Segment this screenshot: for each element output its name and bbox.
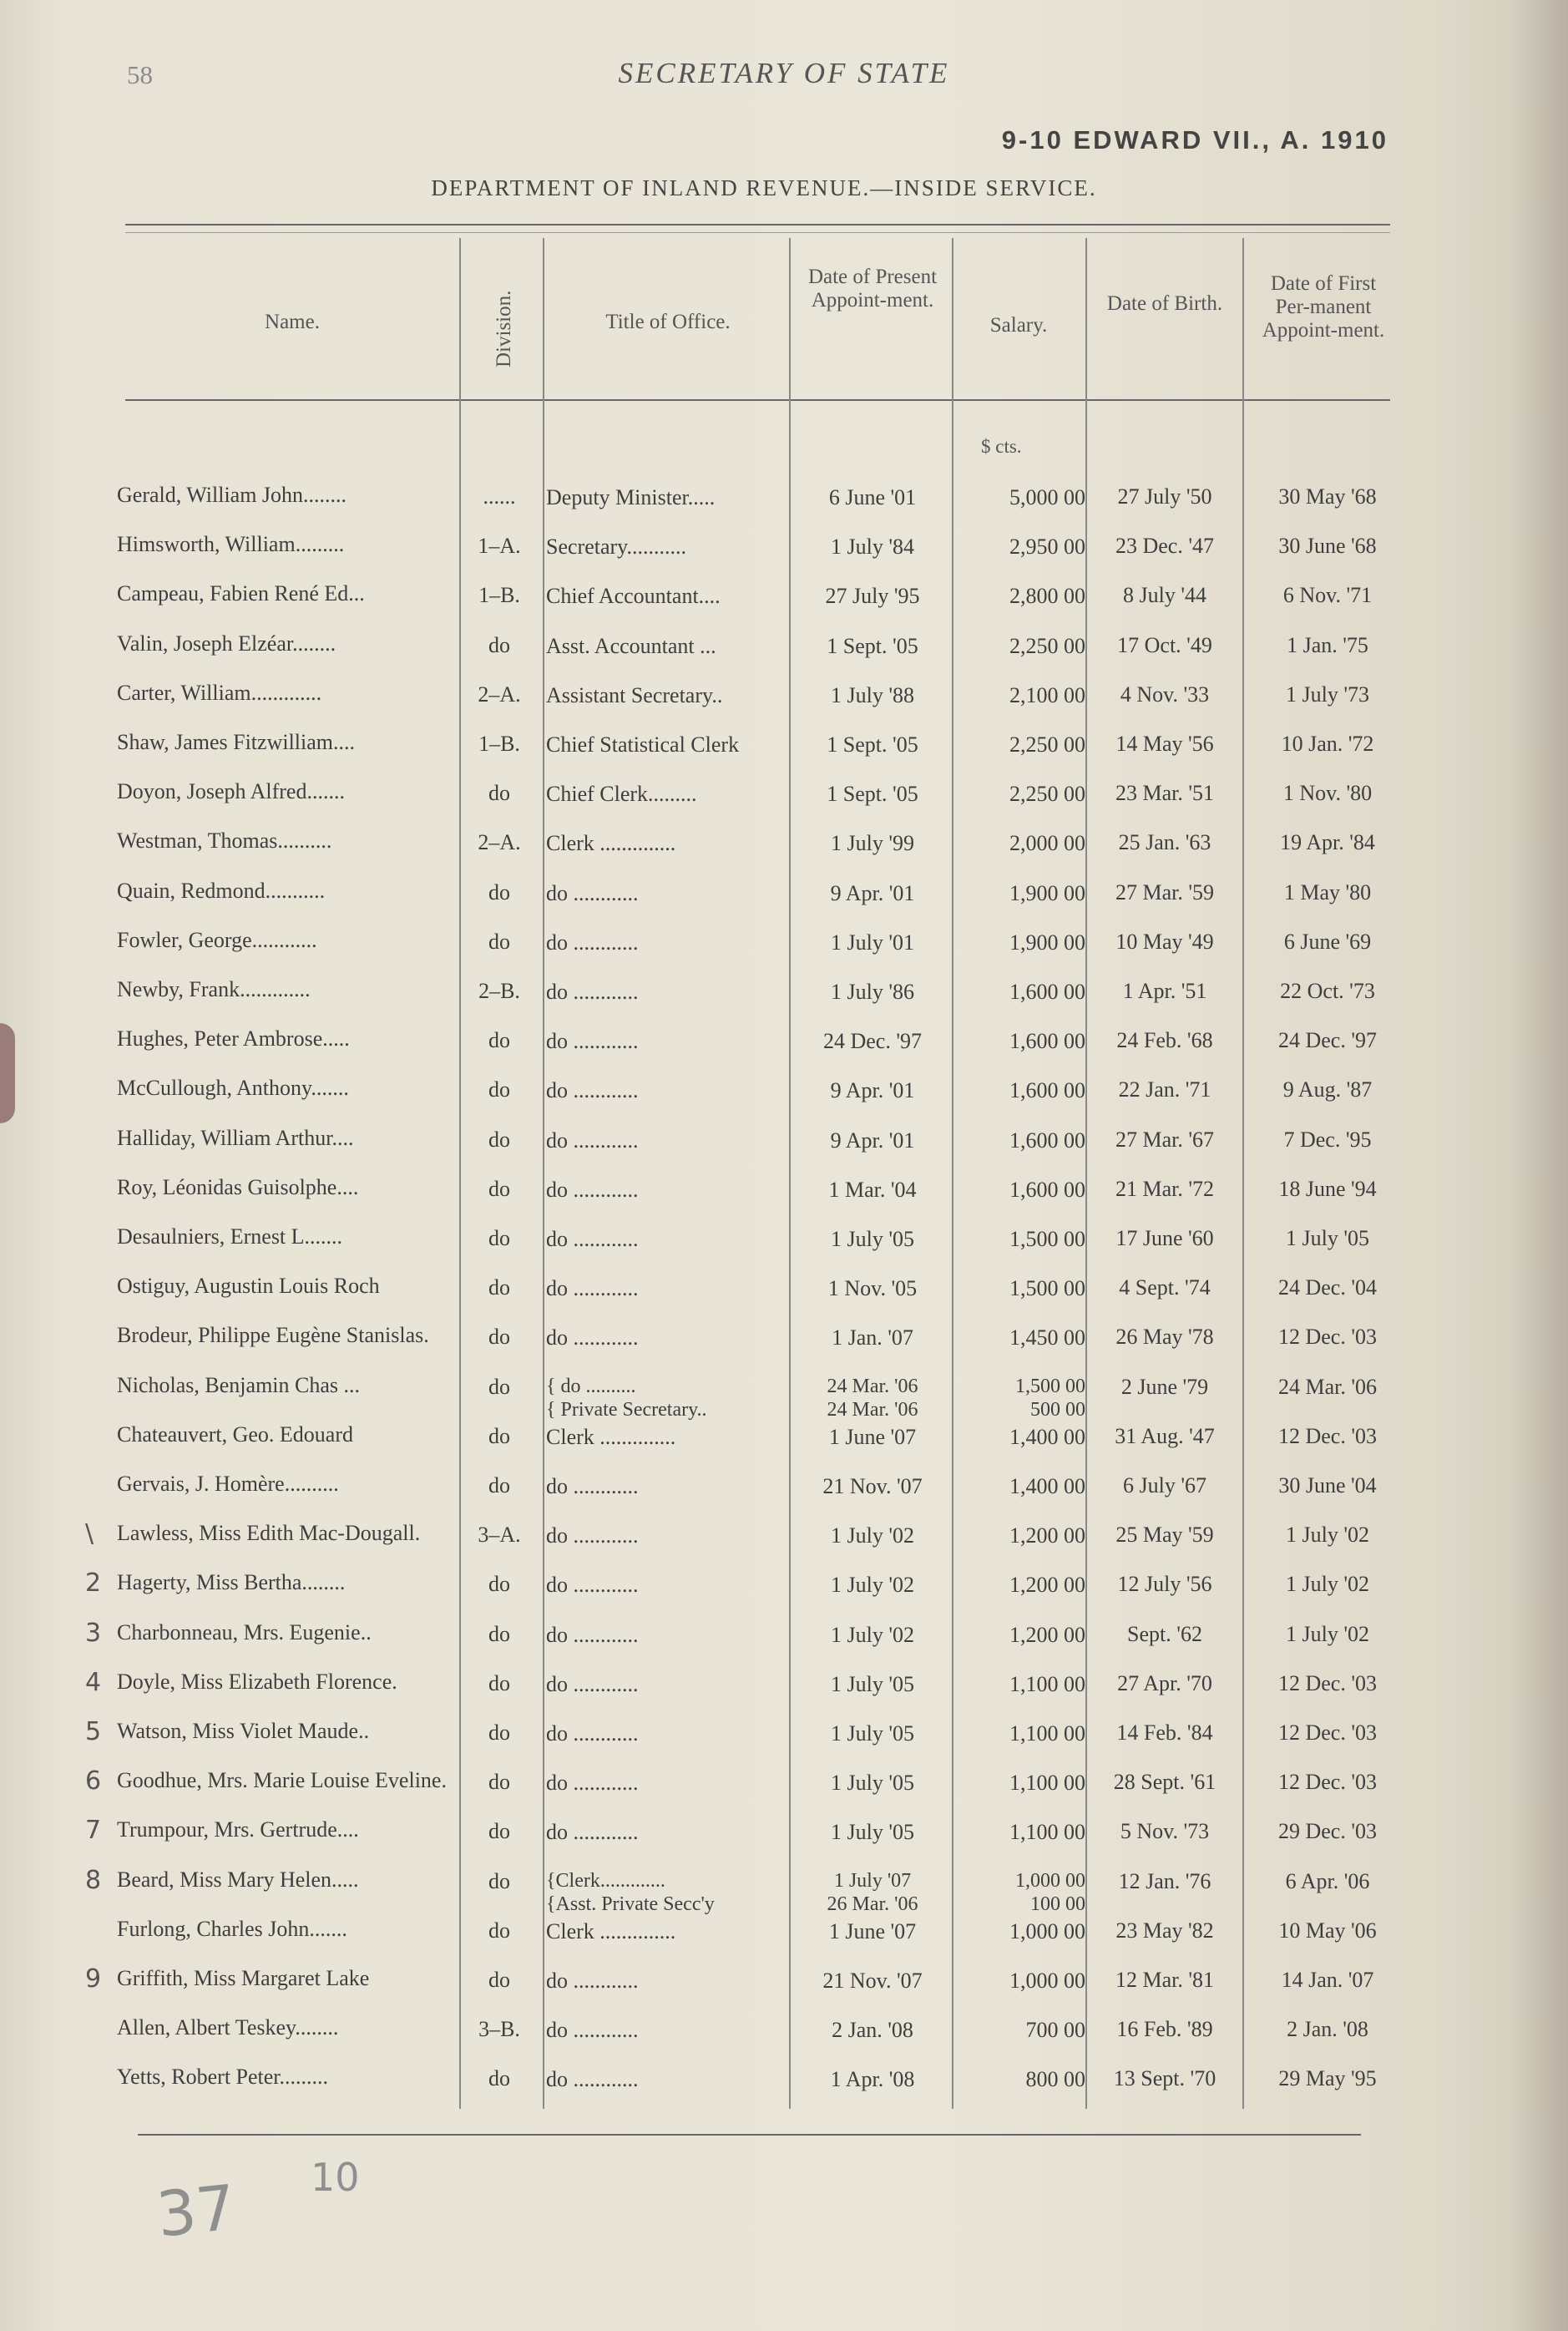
table-row: [0, 1667, 1568, 1720]
handwritten-row-mark: 3: [85, 1618, 102, 1648]
date-first-permanent-appointment: 10 Jan. '72: [1281, 732, 1374, 756]
salary: 1,200 00: [1009, 1622, 1085, 1647]
division: 2–B.: [478, 979, 520, 1003]
salary: 800 00: [1025, 2067, 1085, 2092]
table-row: [0, 1618, 1568, 1670]
salary: 5,000 00: [1009, 485, 1085, 509]
handwritten-row-mark: 2: [85, 1568, 102, 1599]
salary: 1,100 00: [1009, 1820, 1085, 1845]
date-first-permanent-appointment: 18 June '94: [1278, 1176, 1377, 1201]
division: do: [488, 1868, 510, 1893]
header-salary: Salary.: [989, 314, 1048, 337]
employee-name: Hughes, Peter Ambrose.....: [117, 1026, 350, 1051]
date-present-appointment: 27 July '95: [825, 584, 920, 609]
date-of-birth: 1 Apr. '51: [1122, 979, 1207, 1003]
title-of-office: do ............: [546, 2018, 639, 2043]
date-present-appointment: 1 July '01: [830, 930, 915, 955]
salary: 1,600 00: [1009, 1127, 1085, 1153]
page-number: 58: [127, 60, 153, 89]
title-of-office: Secretary...........: [546, 535, 686, 560]
title-of-office: do ............: [546, 1573, 639, 1598]
date-present-appointment: 1 July '02: [830, 1523, 915, 1548]
employee-name: Nicholas, Benjamin Chas ...: [117, 1372, 361, 1397]
table-row: [0, 2017, 1568, 2065]
employee-name: Watson, Miss Violet Maude..: [117, 1719, 370, 1743]
table-row: [0, 781, 1568, 829]
table-row: [0, 1473, 1568, 1522]
date-present-appointment: 1 Sept. '05: [827, 633, 918, 658]
employee-name: Halliday, William Arthur....: [117, 1125, 354, 1150]
salary: 1,400 00: [1009, 1474, 1085, 1498]
title-of-office: do ............: [546, 1127, 639, 1153]
title-of-office: Assistant Secretary..: [546, 682, 723, 707]
date-first-permanent-appointment: 30 May '68: [1278, 484, 1377, 509]
employee-name: Quain, Redmond...........: [117, 878, 326, 903]
employee-name: Chateauvert, Geo. Edouard: [117, 1421, 354, 1447]
employee-name: Carter, William.............: [117, 680, 322, 705]
date-present-appointment: 21 Nov. '07: [822, 1969, 923, 1993]
date-first-permanent-appointment: 19 Apr. '84: [1280, 830, 1375, 855]
date-present-appointment: 1 June '07: [828, 1918, 917, 1943]
date-first-permanent-appointment: 29 May '95: [1278, 2066, 1377, 2091]
employee-name: Furlong, Charles John.......: [117, 1916, 347, 1941]
title-of-office: do ............: [546, 1523, 639, 1548]
division: 2–A.: [478, 830, 521, 855]
date-present-appointment: 1 July '05: [830, 1771, 915, 1796]
date-first-permanent-appointment: 1 July '02: [1285, 1523, 1370, 1548]
table-row: [0, 682, 1568, 731]
employee-name: Yetts, Robert Peter.........: [117, 2065, 329, 2090]
session-heading: 9-10 EDWARD VII., A. 1910: [1001, 125, 1388, 155]
date-first-permanent-appointment: 1 May '80: [1283, 879, 1372, 905]
title-of-office: Clerk ..............: [546, 1918, 676, 1943]
date-of-birth: 21 Mar. '72: [1115, 1176, 1215, 1201]
header-name: Name.: [265, 311, 320, 333]
division: do: [488, 1819, 510, 1844]
date-first-permanent-appointment: 6 Nov. '71: [1282, 583, 1373, 608]
date-first-permanent-appointment: 12 Dec. '03: [1277, 1325, 1378, 1350]
handwritten-row-mark: 4: [85, 1667, 102, 1697]
date-of-birth: 22 Jan. '71: [1118, 1077, 1211, 1102]
salary: 1,600 00: [1009, 1029, 1085, 1054]
date-present-appointment: 21 Nov. '07: [822, 1474, 923, 1498]
date-of-birth: 26 May '78: [1115, 1325, 1214, 1350]
division: 1–A.: [478, 534, 521, 559]
salary: 1,900 00: [1009, 880, 1085, 905]
division: 1–B.: [478, 732, 520, 756]
table-row: [0, 880, 1568, 929]
date-first-permanent-appointment: 29 Dec. '03: [1277, 1819, 1378, 1844]
date-first-permanent-appointment: 24 Mar. '06: [1277, 1374, 1378, 1399]
date-of-birth: 25 Jan. '63: [1118, 830, 1211, 855]
division: do: [488, 1275, 510, 1300]
table-row: [0, 1766, 1568, 1818]
date-of-birth: 10 May '49: [1115, 929, 1214, 954]
date-of-birth: 23 May '82: [1115, 1918, 1214, 1943]
salary: 1,450 00: [1009, 1325, 1085, 1350]
salary: 2,800 00: [1009, 584, 1085, 609]
date-present-appointment: 1 July '86: [830, 980, 915, 1004]
date-first-permanent-appointment: 1 July '02: [1285, 1621, 1370, 1646]
title-of-office: do ............: [546, 880, 639, 905]
table-row: [0, 1275, 1568, 1324]
handwritten-row-mark: 6: [85, 1766, 102, 1796]
salary: 2,250 00: [1009, 782, 1085, 807]
date-of-birth: 16 Feb. '89: [1116, 2017, 1213, 2042]
salary: 1,000 00: [1009, 1969, 1085, 1993]
title-of-office: do ............: [546, 1078, 639, 1103]
date-present-appointment: 9 Apr. '01: [830, 880, 915, 905]
date-of-birth: 12 July '56: [1117, 1572, 1212, 1597]
division: do: [488, 1968, 510, 1992]
title-of-office: Chief Accountant....: [546, 584, 721, 609]
division: do: [488, 1918, 510, 1943]
date-present-appointment: 1 July '84: [830, 535, 915, 560]
date-of-birth: 27 July '50: [1117, 484, 1212, 509]
date-first-permanent-appointment: 12 Dec. '03: [1277, 1720, 1378, 1745]
date-of-birth: 2 June '79: [1120, 1374, 1209, 1399]
date-first-permanent-appointment: 24 Dec. '97: [1277, 1028, 1378, 1053]
title-of-office: do ............: [546, 980, 639, 1004]
date-present-appointment: 1 Sept. '05: [827, 732, 918, 757]
employee-name: Hagerty, Miss Bertha........: [117, 1570, 346, 1595]
division: do: [488, 879, 510, 905]
division: do: [488, 1374, 510, 1399]
handwritten-number: 37: [153, 2171, 240, 2252]
date-present-appointment: 1 July '05: [830, 1820, 915, 1845]
salary: 1,400 00: [1009, 1424, 1085, 1449]
employee-name: Goodhue, Mrs. Marie Louise Eveline.: [117, 1768, 447, 1793]
title-of-office: do ............: [546, 930, 639, 955]
date-present-appointment: 1 Apr. '08: [830, 2067, 915, 2092]
table-row: [0, 1077, 1568, 1126]
date-of-birth: 6 July '67: [1122, 1473, 1207, 1497]
title-of-office: do ............: [546, 1029, 639, 1054]
division: do: [488, 1028, 510, 1053]
date-present-appointment: 1 July '05: [830, 1671, 915, 1696]
date-present-appointment: 1 July '99: [830, 831, 915, 856]
employee-name: Doyon, Joseph Alfred.......: [117, 779, 345, 804]
date-of-birth: Sept. '62: [1127, 1621, 1202, 1646]
division: do: [488, 1423, 510, 1448]
division: do: [488, 632, 510, 657]
header-bottom-rule: [125, 399, 1390, 401]
employee-name: Beard, Miss Mary Helen.....: [117, 1867, 359, 1892]
title-of-office: do ............: [546, 2067, 639, 2092]
table-row: [0, 1568, 1568, 1620]
title-of-office: Chief Clerk.........: [546, 782, 697, 807]
header-division: Division.: [493, 290, 515, 367]
title-of-office: Clerk ..............: [546, 831, 676, 856]
title-of-office: do ............: [546, 1276, 639, 1301]
handwritten-superscript: 10: [311, 2155, 360, 2200]
date-first-permanent-appointment: 10 May '06: [1278, 1918, 1377, 1943]
salary: 1,500 00: [1009, 1276, 1085, 1301]
date-first-permanent-appointment: 12 Dec. '03: [1277, 1670, 1378, 1695]
title-of-office: Deputy Minister.....: [546, 485, 716, 509]
employee-name: Brodeur, Philippe Eugène Stanislas.: [117, 1323, 429, 1348]
date-of-birth: 13 Sept. '70: [1113, 2066, 1216, 2091]
division: do: [488, 1325, 510, 1350]
department-heading: DEPARTMENT OF INLAND REVENUE.—INSIDE SERVICE.: [431, 175, 1097, 200]
date-of-birth: 27 Apr. '70: [1117, 1670, 1212, 1695]
employee-name: Gerald, William John........: [117, 483, 347, 507]
date-first-permanent-appointment: 12 Dec. '03: [1277, 1770, 1378, 1795]
date-present-appointment: 1 July '02: [830, 1622, 915, 1647]
date-first-permanent-appointment: 14 Jan. '07: [1281, 1968, 1374, 1992]
date-present-appointment: 2 Jan. '08: [832, 2018, 913, 2043]
salary: 2,100 00: [1009, 682, 1085, 707]
salary: 1,100 00: [1009, 1671, 1085, 1696]
employee-name: Doyle, Miss Elizabeth Florence.: [117, 1669, 397, 1694]
salary: 1,200 00: [1009, 1573, 1085, 1598]
date-first-permanent-appointment: 7 Dec. '95: [1283, 1127, 1372, 1152]
employee-name: Griffith, Miss Margaret Lake: [117, 1966, 370, 1990]
date-present-appointment: 1 Nov. '05: [827, 1276, 918, 1301]
table-row: [0, 830, 1568, 879]
salary: 2,000 00: [1009, 831, 1085, 856]
date-present-appointment: 1 Jan. '07: [832, 1325, 913, 1350]
date-of-birth: 25 May '59: [1115, 1523, 1214, 1548]
date-first-permanent-appointment: 1 July '73: [1285, 682, 1370, 707]
employee-name: Westman, Thomas..........: [117, 829, 332, 854]
employee-name: Allen, Albert Teskey........: [117, 2015, 339, 2040]
date-of-birth: 23 Dec. '47: [1115, 534, 1215, 559]
salary: 2,250 00: [1009, 633, 1085, 658]
division: do: [488, 1720, 510, 1745]
division: 1–B.: [478, 583, 520, 608]
table-row: [0, 1325, 1568, 1373]
date-of-birth: 4 Nov. '33: [1120, 682, 1210, 707]
division: do: [488, 1621, 510, 1646]
table-row: [0, 732, 1568, 780]
employee-name: Valin, Joseph Elzéar........: [117, 631, 336, 656]
title-of-office: do ............: [546, 1820, 639, 1845]
date-first-permanent-appointment: 24 Dec. '04: [1277, 1275, 1378, 1300]
salary: 1,600 00: [1009, 1177, 1085, 1202]
date-present-appointment: 1 Sept. '05: [827, 782, 918, 807]
table-row: [0, 1865, 1568, 1918]
title-of-office: { do .......... { Private Secretary..: [546, 1375, 707, 1421]
date-of-birth: 8 July '44: [1122, 583, 1207, 608]
date-of-birth: 17 June '60: [1115, 1226, 1214, 1250]
division: do: [488, 781, 510, 806]
table-row: [0, 633, 1568, 682]
salary: 1,600 00: [1009, 1078, 1085, 1103]
employee-name: Campeau, Fabien René Ed...: [117, 581, 365, 606]
division: 3–B.: [478, 2017, 520, 2042]
employee-name: Ostiguy, Augustin Louis Roch: [117, 1274, 380, 1299]
salary: 1,500 00: [1009, 1227, 1085, 1251]
title-of-office: Clerk ..............: [546, 1424, 676, 1449]
employee-name: Lawless, Miss Edith Mac-Dougall.: [117, 1521, 421, 1546]
table-row: [0, 1816, 1568, 1867]
date-present-appointment: 1 July '02: [830, 1573, 915, 1598]
handwritten-row-mark: 7: [85, 1816, 102, 1846]
salary: 1,200 00: [1009, 1523, 1085, 1548]
salary: 1,000 00 100 00: [1015, 1869, 1085, 1915]
division: do: [488, 1077, 510, 1102]
date-present-appointment: 9 Apr. '01: [830, 1078, 915, 1103]
date-present-appointment: 1 July '05: [830, 1227, 915, 1251]
date-of-birth: 14 May '56: [1115, 732, 1214, 756]
date-of-birth: 23 Mar. '51: [1115, 781, 1215, 806]
table-row: [0, 1226, 1568, 1274]
salary: 1,100 00: [1009, 1771, 1085, 1796]
division: 3–A.: [478, 1523, 521, 1548]
table-row: [0, 583, 1568, 631]
salary: 700 00: [1025, 2018, 1085, 2043]
header-first-permanent: Date of First Per-manent Appoint-ment.: [1262, 272, 1385, 342]
table-row: [0, 927, 1568, 978]
salary: 1,100 00: [1009, 1721, 1085, 1746]
table-row: [0, 1717, 1568, 1769]
date-of-birth: 24 Feb. '68: [1116, 1028, 1213, 1053]
date-of-birth: 27 Mar. '67: [1115, 1127, 1215, 1152]
date-first-permanent-appointment: 1 Nov. '80: [1282, 781, 1373, 806]
date-present-appointment: 1 July '88: [830, 682, 915, 707]
title-of-office: do ............: [546, 1622, 639, 1647]
date-of-birth: 14 Feb. '84: [1116, 1720, 1213, 1745]
table-row: [0, 1174, 1568, 1225]
date-present-appointment: 24 Dec. '97: [822, 1029, 923, 1054]
date-present-appointment: 6 June '01: [828, 485, 917, 509]
date-of-birth: 28 Sept. '61: [1113, 1770, 1216, 1795]
employee-name: Roy, Léonidas Guisolphe....: [117, 1174, 359, 1199]
date-of-birth: 12 Jan. '76: [1118, 1868, 1211, 1893]
date-present-appointment: 9 Apr. '01: [830, 1127, 915, 1153]
date-present-appointment: 1 July '05: [830, 1721, 915, 1746]
handwritten-row-mark: 5: [85, 1717, 102, 1746]
table-row: [0, 1421, 1568, 1472]
table-top-rule: [125, 224, 1390, 225]
date-first-permanent-appointment: 9 Aug. '87: [1282, 1077, 1373, 1102]
table-top-rule-2: [125, 232, 1390, 233]
handwritten-row-mark: \: [85, 1519, 94, 1549]
title-of-office: do ............: [546, 1325, 639, 1350]
title-of-office: do ............: [546, 1721, 639, 1746]
date-present-appointment: 1 July '07 26 Mar. '06: [827, 1869, 918, 1915]
employee-name: McCullough, Anthony.......: [117, 1076, 349, 1101]
title-of-office: do ............: [546, 1671, 639, 1696]
title-of-office: do ............: [546, 1227, 639, 1251]
salary: 2,250 00: [1009, 732, 1085, 757]
salary: 1,000 00: [1009, 1918, 1085, 1943]
table-row: [0, 1028, 1568, 1077]
table-row: [0, 979, 1568, 1027]
title-of-office: do ............: [546, 1177, 639, 1202]
division: do: [488, 1670, 510, 1695]
division: do: [488, 1226, 510, 1250]
date-of-birth: 17 Oct. '49: [1117, 632, 1212, 657]
table-row: [0, 1372, 1568, 1423]
table-row: [0, 484, 1568, 533]
title-of-office: do ............: [546, 1474, 639, 1498]
division: do: [488, 2066, 510, 2091]
division: ......: [483, 484, 516, 509]
employee-name: Gervais, J. Homère..........: [117, 1472, 339, 1496]
handwritten-row-mark: 9: [85, 1964, 102, 1994]
date-of-birth: 31 Aug. '47: [1115, 1423, 1215, 1448]
date-first-permanent-appointment: 30 June '68: [1278, 534, 1377, 559]
date-first-permanent-appointment: 1 July '02: [1285, 1572, 1370, 1597]
date-first-permanent-appointment: 1 July '05: [1285, 1226, 1370, 1250]
division: do: [488, 1473, 510, 1497]
table-row: [0, 2066, 1568, 2115]
division: do: [488, 1127, 510, 1152]
division: 2–A.: [478, 682, 521, 707]
division: do: [488, 1572, 510, 1597]
division: do: [488, 929, 510, 954]
title-of-office: Chief Statistical Clerk: [546, 732, 740, 757]
table-bottom-rule: [138, 2134, 1361, 2136]
title-of-office: {Clerk............. {Asst. Private Secc'y: [546, 1869, 715, 1915]
title-of-office: do ............: [546, 1771, 639, 1796]
header-date-appointment: Date of Present Appoint-ment.: [807, 266, 938, 312]
header-birth: Date of Birth.: [1106, 292, 1223, 315]
date-present-appointment: 24 Mar. '06 24 Mar. '06: [827, 1375, 918, 1421]
date-first-permanent-appointment: 6 June '69: [1283, 929, 1372, 954]
date-first-permanent-appointment: 12 Dec. '03: [1277, 1423, 1378, 1448]
date-first-permanent-appointment: 22 Oct. '73: [1280, 979, 1375, 1003]
salary: 2,950 00: [1009, 535, 1085, 560]
division: do: [488, 1176, 510, 1201]
salary: 1,500 00 500 00: [1015, 1375, 1085, 1421]
date-of-birth: 4 Sept. '74: [1119, 1275, 1211, 1300]
employee-name: Desaulniers, Ernest L.......: [117, 1224, 343, 1249]
date-first-permanent-appointment: 1 Jan. '75: [1287, 632, 1368, 657]
employee-name: Charbonneau, Mrs. Eugenie..: [117, 1619, 372, 1644]
title-of-office: do ............: [546, 1969, 639, 1993]
table-row: [0, 1127, 1568, 1176]
header-title: Title of Office.: [605, 311, 731, 333]
handwritten-row-mark: 8: [85, 1865, 102, 1895]
table-row: [0, 534, 1568, 582]
table-row: [0, 1519, 1568, 1571]
date-first-permanent-appointment: 2 Jan. '08: [1287, 2017, 1368, 2042]
date-of-birth: 12 Mar. '81: [1115, 1968, 1215, 1992]
table-row: [0, 1964, 1568, 2016]
employee-name: Trumpour, Mrs. Gertrude....: [117, 1817, 359, 1842]
salary: 1,900 00: [1009, 930, 1085, 955]
date-present-appointment: 1 Mar. '04: [828, 1177, 917, 1202]
salary-unit: $ cts.: [981, 436, 1022, 457]
running-title: SECRETARY OF STATE: [618, 57, 950, 89]
title-of-office: Asst. Accountant ...: [546, 633, 716, 658]
date-of-birth: 5 Nov. '73: [1120, 1819, 1210, 1844]
salary: 1,600 00: [1009, 980, 1085, 1004]
employee-name: Shaw, James Fitzwilliam....: [117, 730, 356, 754]
date-present-appointment: 1 June '07: [828, 1424, 917, 1449]
employee-name: Himsworth, William.........: [117, 532, 345, 557]
table-row: [0, 1918, 1568, 1967]
date-first-permanent-appointment: 30 June '04: [1278, 1473, 1377, 1497]
date-first-permanent-appointment: 6 Apr. '06: [1285, 1868, 1370, 1893]
date-of-birth: 27 Mar. '59: [1115, 879, 1215, 905]
division: do: [488, 1770, 510, 1795]
employee-name: Newby, Frank.............: [117, 977, 311, 1001]
employee-name: Fowler, George............: [117, 927, 317, 952]
